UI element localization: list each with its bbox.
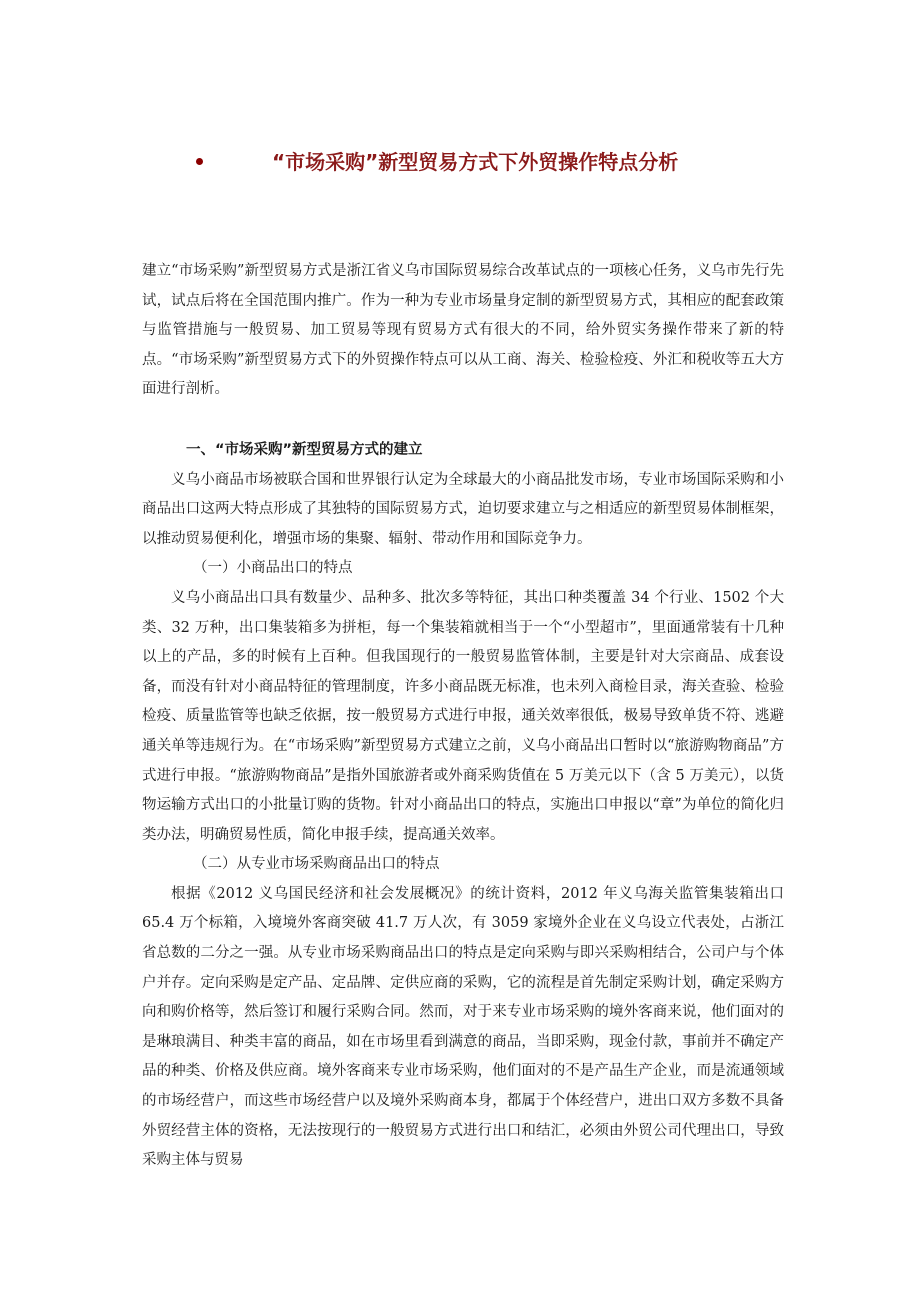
bullet-icon bbox=[196, 158, 203, 165]
document-title: “市场采购”新型贸易方式下外贸操作特点分析 bbox=[272, 150, 679, 174]
subsection-heading-1: （一）小商品出口的特点 bbox=[193, 560, 353, 577]
section-heading-1: 一、“市场采购”新型贸易方式的建立 bbox=[186, 441, 423, 458]
document-body bbox=[142, 257, 784, 1176]
subsection-2-paragraph: 根据《2012 义乌国民经济和社会发展概况》的统计资料，2012 年义乌海关监管集装箱出口 65.4 万个标箱，入境境外客商突破 41.7 万人次，有 3059 家境外企业在义乌设立代表处，占浙江省总数的二分之一强。从专业市场采购商品出口的特点是定向采购与即兴采购相结合，公司户与个体户并存。定向采购是定产品、定品牌、定供应商的采购，它的流程是首先制定采购计划，确定采购方向和购价格等，然后签订和履行采购合同。然而，对于来专业市场采购的境外客商来说，他们面对的是琳琅满目、种类丰富的商品，如在市场里看到满意的商品，当即采购，现金付款，事前并不确定产品的种类、价格及供应商。境外客商来专业市场采购，他们面对的不是产品生产企业，而是流通领域的市场经营户，而这些市场经营户以及境外采购商本身，都属于个体经营户，进出口双方多数不具备外贸经营主体的资格，无法按现行的一般贸易方式进行出口和结汇，必须由外贸公司代理出口，导致采购主体与贸易 bbox=[142, 885, 784, 1169]
section-1-paragraph: 义乌小商品市场被联合国和世界银行认定为全球最大的小商品批发市场，专业市场国际采购和小商品出口这两大特点形成了其独特的国际贸易方式，迫切要求建立与之相适应的新型贸易体制框架，以推动贸易便利化，增强市场的集聚、辐射、带动作用和国际竞争力。 bbox=[142, 471, 784, 547]
subsection-1-paragraph: 义乌小商品出口具有数量少、品种多、批次多等特征，其出口种类覆盖 34 个行业、1502 个大类、32 万种，出口集装箱多为拼柜，每一个集装箱就相当于一个“小型超市”，里面通常装有十几种以上的产品，多的时候有上百种。但我国现行的一般贸易监管体制，主要是针对大宗商品、成套设备，而没有针对小商品特征的管理制度，许多小商品既无标准，也未列入商检目录，海关查验、检验检疫、质量监管等也缺乏依据，按一般贸易方式进行申报，通关效率很低，极易导致单货不符、逃避通关单等违规行为。在“市场采购”新型贸易方式建立之前，义乌小商品出口暂时以“旅游购物商品”方式进行申报。“旅游购物商品”是指外国旅游者或外商采购货值在 5 万美元以下（含 5 万美元），以货物运输方式出口的小批量订购的货物。针对小商品出口的特点，实施出口申报以“章”为单位的简化归类办法，明确贸易性质，简化申报手续，提高通关效率。 bbox=[142, 589, 784, 843]
subsection-heading-2: （二）从专业市场采购商品出口的特点 bbox=[193, 856, 440, 873]
title-row bbox=[196, 146, 796, 176]
intro-paragraph: 建立“市场采购”新型贸易方式是浙江省义乌市国际贸易综合改革试点的一项核心任务，义乌市先行先试，试点后将在全国范围内推广。作为一种为专业市场量身定制的新型贸易方式，其相应的配套政策与监管措施与一般贸易、加工贸易等现有贸易方式有很大的不同，给外贸实务操作带来了新的特点。“市场采购”新型贸易方式下的外贸操作特点可以从工商、海关、检验检疫、外汇和税收等五大方面进行剖析。 bbox=[142, 263, 784, 398]
